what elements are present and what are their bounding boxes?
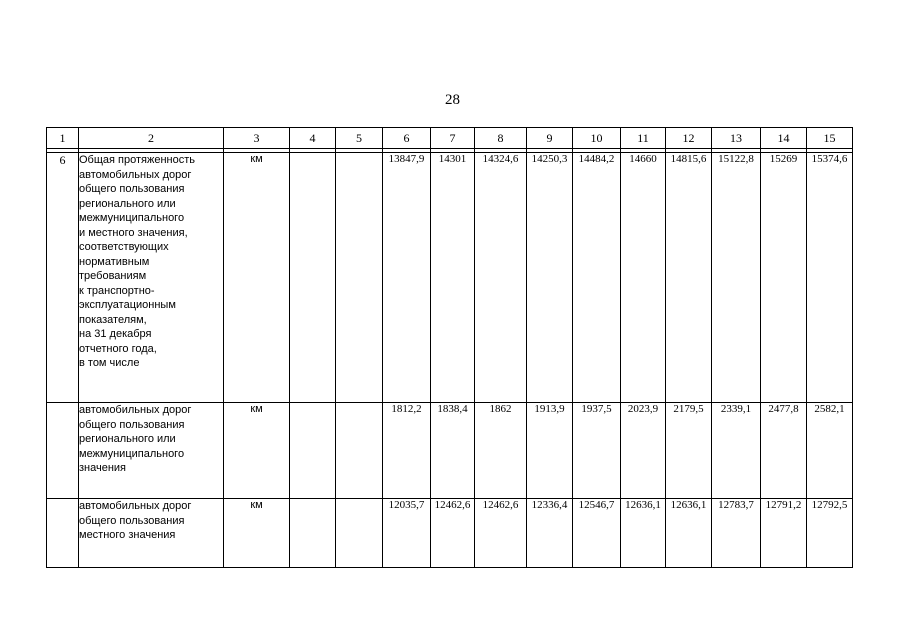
row-name-line: и местного значения, — [79, 226, 188, 239]
row-name-line: межмуниципального — [79, 447, 185, 460]
row-index — [47, 499, 79, 568]
column-number: 5 — [336, 128, 383, 149]
table-row — [47, 153, 853, 403]
column-number: 10 — [573, 128, 621, 149]
row-name-line: в том числе — [79, 357, 140, 369]
row-value: 12035,7 — [383, 499, 431, 568]
row-value: 12636,1 — [666, 499, 712, 568]
row-name-line: Общая протяженность — [79, 154, 195, 166]
row-name — [79, 403, 224, 499]
row-value: 15374,6 — [807, 153, 853, 403]
column-number-row — [47, 128, 853, 149]
row-name-line: нормативным — [79, 255, 150, 268]
row-name-line: автомобильных дорог — [79, 404, 192, 416]
column-number: 12 — [666, 128, 712, 149]
row-value: 1913,9 — [527, 403, 573, 499]
row-value: 14660 — [621, 153, 666, 403]
row-name-line: отчетного года, — [79, 342, 157, 355]
row-name-line: значения — [79, 462, 127, 474]
table-row — [47, 403, 853, 499]
row-value: 14324,6 — [475, 153, 527, 403]
row-value: 12636,1 — [621, 499, 666, 568]
row-value: 12462,6 — [475, 499, 527, 568]
row-value: 2023,9 — [621, 403, 666, 499]
page-number: 28 — [445, 92, 460, 108]
row-value: 2477,8 — [761, 403, 807, 499]
row-name-line: соответствующих — [79, 241, 169, 253]
row-value: 12792,5 — [807, 499, 853, 568]
row-value: 12336,4 — [527, 499, 573, 568]
row-cell-4 — [290, 403, 336, 499]
row-value: 15122,8 — [712, 153, 761, 403]
row-unit: км — [224, 499, 290, 568]
row-value: 14301 — [431, 153, 475, 403]
row-cell-5 — [336, 499, 383, 568]
row-unit: км — [224, 403, 290, 499]
row-name-line: на 31 декабря — [79, 328, 152, 340]
column-number: 4 — [290, 128, 336, 149]
row-name-line: требованиям — [79, 270, 147, 282]
row-value: 2339,1 — [712, 403, 761, 499]
table-row — [47, 499, 853, 568]
row-name-line: общего пользования — [79, 418, 185, 431]
row-cell-4 — [290, 153, 336, 403]
row-value: 12546,7 — [573, 499, 621, 568]
column-number: 3 — [224, 128, 290, 149]
row-name — [79, 499, 224, 568]
column-number: 15 — [807, 128, 853, 149]
row-name-line: к транспортно- — [79, 284, 155, 297]
row-name-line: регионального или — [79, 433, 176, 445]
statistics-table — [46, 127, 853, 568]
row-value: 2582,1 — [807, 403, 853, 499]
row-name-line: межмуниципального — [79, 212, 185, 224]
row-name-line: автомобильных дорог — [79, 500, 192, 512]
column-number: 2 — [79, 128, 224, 149]
row-value: 14484,2 — [573, 153, 621, 403]
row-value: 14250,3 — [527, 153, 573, 403]
row-value: 2179,5 — [666, 403, 712, 499]
row-index: 6 — [47, 153, 79, 403]
column-number: 11 — [621, 128, 666, 149]
column-number: 13 — [712, 128, 761, 149]
row-value: 12783,7 — [712, 499, 761, 568]
row-unit: км — [224, 153, 290, 403]
row-name — [79, 153, 224, 403]
row-value: 13847,9 — [383, 153, 431, 403]
row-name-line: автомобильных дорог — [79, 168, 192, 181]
row-cell-5 — [336, 403, 383, 499]
row-value: 1937,5 — [573, 403, 621, 499]
column-number: 7 — [431, 128, 475, 149]
row-value: 1838,4 — [431, 403, 475, 499]
column-number: 8 — [475, 128, 527, 149]
column-number: 14 — [761, 128, 807, 149]
row-cell-4 — [290, 499, 336, 568]
column-number: 9 — [527, 128, 573, 149]
row-name-line: местного значения — [79, 529, 176, 541]
row-name-line: регионального или — [79, 197, 176, 210]
row-name-line: общего пользования — [79, 183, 185, 195]
row-value: 1812,2 — [383, 403, 431, 499]
column-number: 1 — [47, 128, 79, 149]
row-name-line: показателям, — [79, 313, 147, 326]
column-number: 6 — [383, 128, 431, 149]
row-value: 14815,6 — [666, 153, 712, 403]
row-name-line: эксплуатационным — [79, 299, 176, 311]
row-value: 15269 — [761, 153, 807, 403]
row-index — [47, 403, 79, 499]
row-name-line: общего пользования — [79, 514, 185, 527]
row-value: 12462,6 — [431, 499, 475, 568]
row-cell-5 — [336, 153, 383, 403]
row-value: 12791,2 — [761, 499, 807, 568]
row-value: 1862 — [475, 403, 527, 499]
